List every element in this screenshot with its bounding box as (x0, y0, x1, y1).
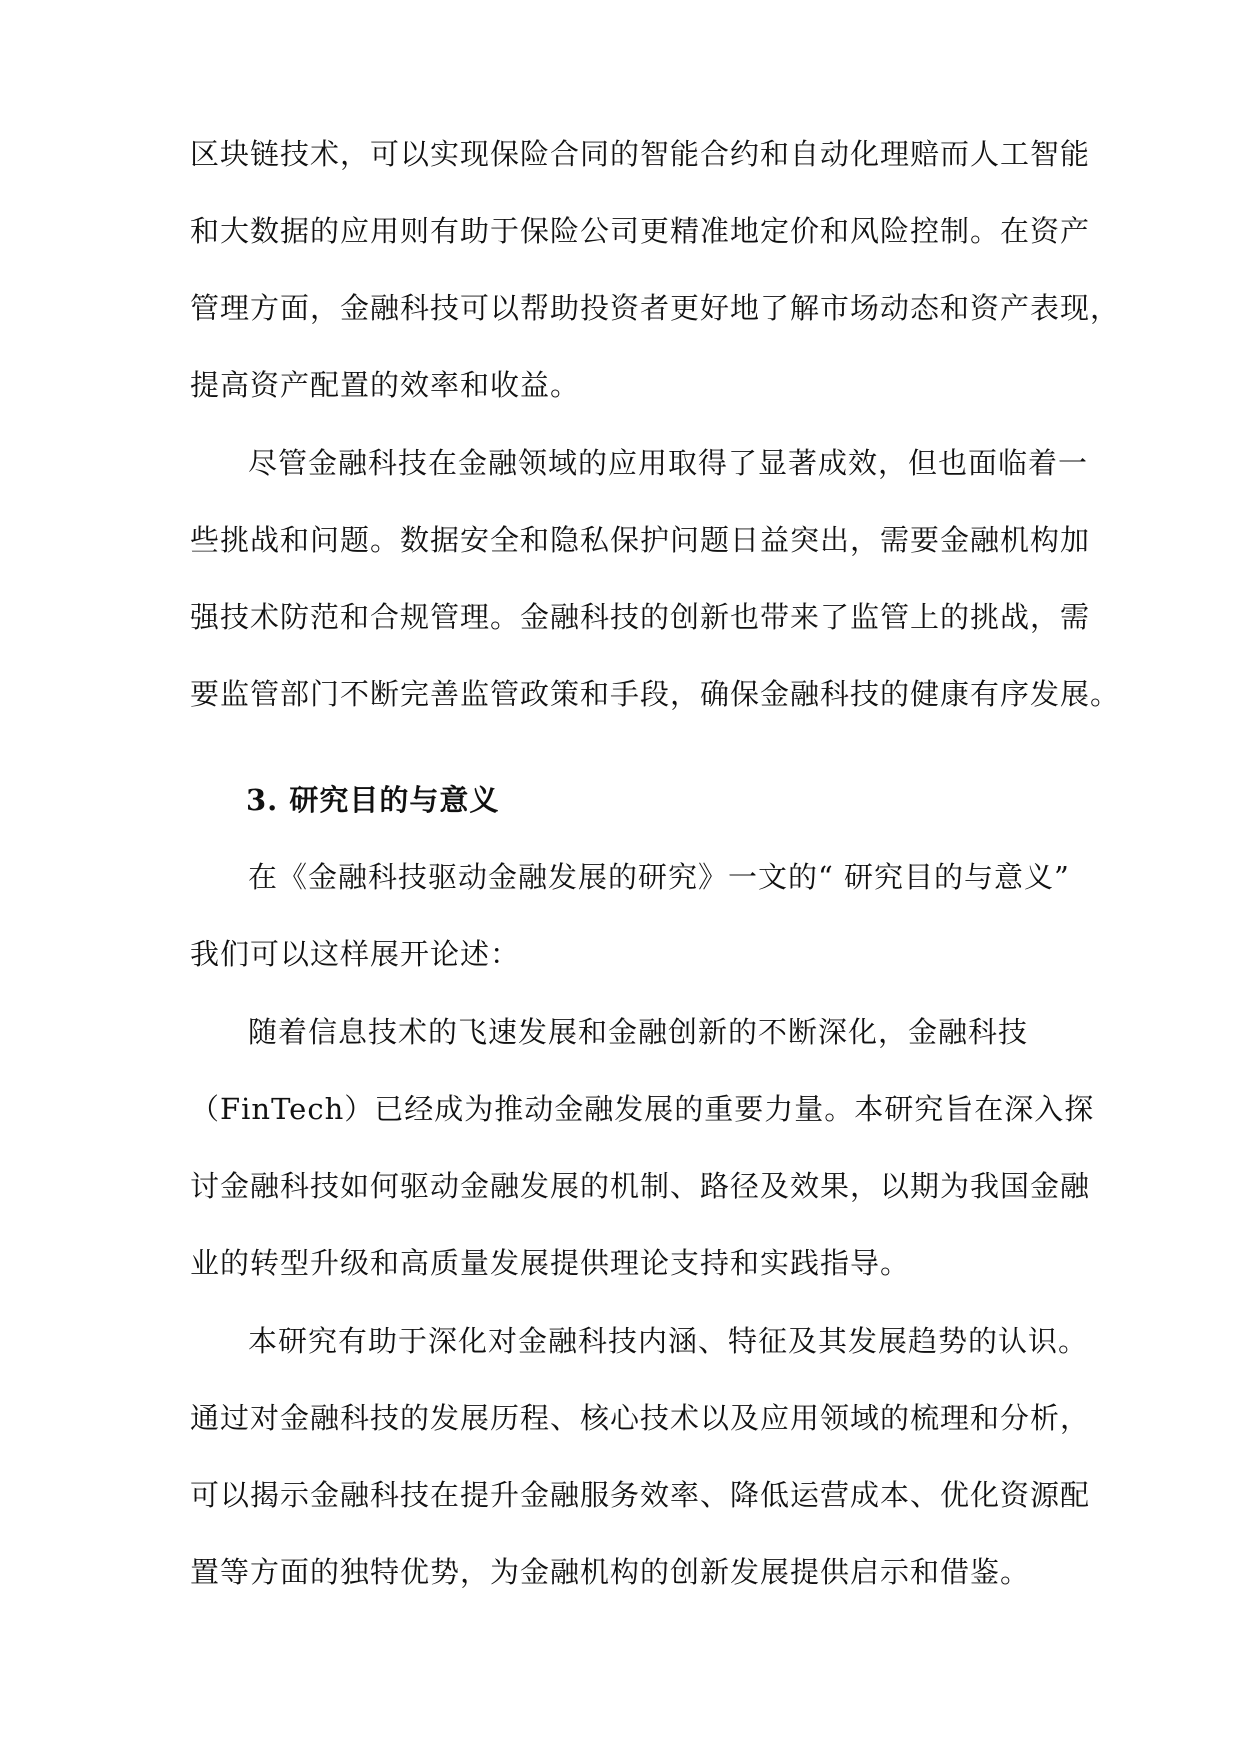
paragraph-line: 随着信息技术的飞速发展和金融创新的不断深化，金融科技 (248, 1015, 1029, 1049)
paragraph-line: 和大数据的应用则有助于保险公司更精准地定价和风险控制。在资产 (190, 214, 1091, 248)
paragraph-line: 我们可以这样展开论述： (190, 937, 521, 971)
paragraph-line: 置等方面的独特优势，为金融机构的创新发展提供启示和借鉴。 (190, 1555, 1031, 1589)
paragraph-line: 要监管部门不断完善监管政策和手段，确保金融科技的健康有序发展。 (190, 677, 1121, 711)
paragraph-line: 些挑战和问题。数据安全和隐私保护问题日益突出，需要金融机构加 (190, 523, 1091, 557)
section-heading: 3. 研究目的与意义 (246, 783, 500, 817)
paragraph-line: 通过对金融科技的发展历程、核心技术以及应用领域的梳理和分析， (190, 1401, 1091, 1435)
paragraph-line: 可以揭示金融科技在提升金融服务效率、降低运营成本、优化资源配 (190, 1478, 1091, 1512)
paragraph-line: 讨金融科技如何驱动金融发展的机制、路径及效果，以期为我国金融 (190, 1169, 1091, 1203)
paragraph-line: 管理方面，金融科技可以帮助投资者更好地了解市场动态和资产表现， (190, 291, 1121, 325)
paragraph-line: 提高资产配置的效率和收益。 (190, 368, 581, 402)
paragraph-line: （FinTech）已经成为推动金融发展的重要力量。本研究旨在深入探 (190, 1092, 1095, 1126)
paragraph-line: 区块链技术，可以实现保险合同的智能合约和自动化理赔而人工智能 (190, 137, 1091, 171)
paragraph-line: 在《金融科技驱动金融发展的研究》一文的“ 研究目的与意义” (248, 860, 1070, 894)
paragraph-line: 本研究有助于深化对金融科技内涵、特征及其发展趋势的认识。 (248, 1324, 1089, 1358)
paragraph-line: 尽管金融科技在金融领域的应用取得了显著成效，但也面临着一 (248, 446, 1089, 480)
paragraph-line: 业的转型升级和高质量发展提供理论支持和实践指导。 (190, 1246, 911, 1280)
paragraph-line: 强技术防范和合规管理。金融科技的创新也带来了监管上的挑战，需 (190, 600, 1091, 634)
